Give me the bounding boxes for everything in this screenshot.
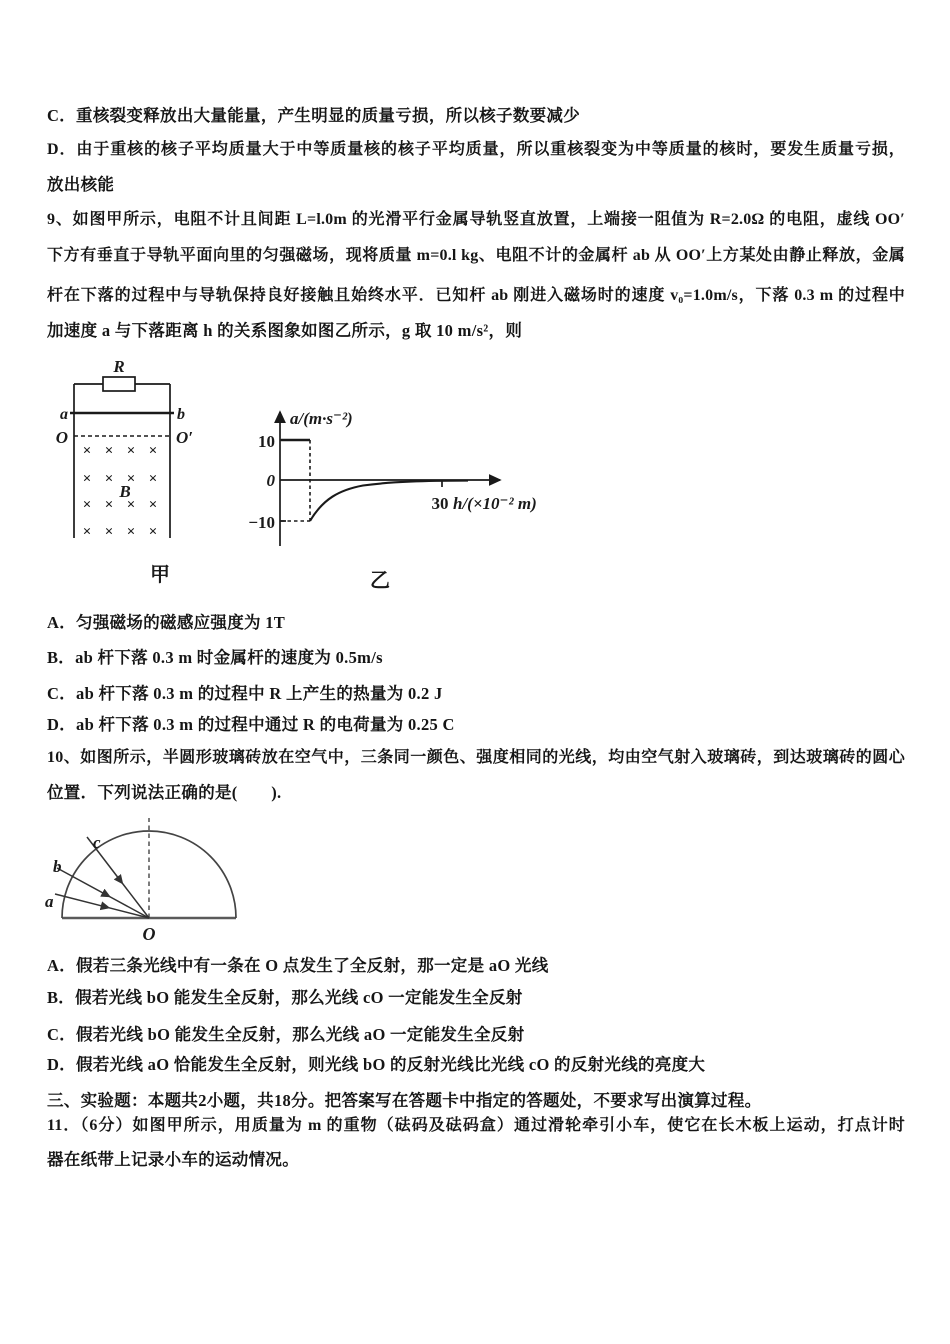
q8-option-d-line2: 放出核能 (47, 175, 115, 194)
q9-figure-svg (0, 350, 620, 600)
q10-option-c: C．假若光线 bO 能发生全反射，那么光线 aO 一定能发生全反射 (47, 1025, 525, 1044)
q9-figure (0, 350, 620, 600)
graph-axes (280, 412, 500, 546)
center-label-o: O (142, 924, 156, 944)
field-cross: × (148, 497, 158, 513)
q11-stem-line-1: 11．（6分）如图甲所示，用质量为 m 的重物（砝码及砝码盒）通过滑轮牵引小车，使它在长木板上运动，打点计时 (47, 1117, 905, 1134)
q9-option-c: C．ab 杆下落 0.3 m 的过程中 R 上产生的热量为 0.2 J (47, 684, 443, 703)
field-cross: × (82, 497, 92, 513)
q8-option-d-line1: D．由于重核的核子平均质量大于中等质量核的核子平均质量，所以重核裂变为中等质量的核时，要发生质量亏损， (47, 141, 905, 158)
q10-stem-line-2: 位置．下列说法正确的是( ). (47, 783, 282, 802)
resistor-symbol (103, 377, 135, 391)
q10-stem-line-1: 10、如图所示，半圆形玻璃砖放在空气中，三条同一颜色、强度相同的光线，均由空气射入玻璃砖，到达玻璃砖的圆心 (47, 749, 905, 766)
q9-option-b: B．ab 杆下落 0.3 m 时金属杆的速度为 0.5m/s (47, 648, 383, 667)
light-ray-b (57, 868, 149, 918)
field-label-b: B (119, 482, 131, 501)
field-cross: × (82, 471, 92, 487)
q9-stem-line-3: 杆在下落的过程中与导轨保持良好接触且始终水平．已知杆 ab 刚进入磁场时的速度 v₀=1.0m/s，下落 0.3 m 的过程中 (47, 287, 905, 304)
field-cross: × (104, 443, 114, 459)
field-cross: × (126, 443, 136, 459)
field-cross: × (148, 443, 158, 459)
resistor-label: R (113, 357, 125, 376)
rod-label-b: b (177, 406, 185, 423)
graph-tick-30: 30 (431, 494, 449, 513)
boundary-label-o-prime: O′ (176, 428, 194, 447)
q9-option-d: D．ab 杆下落 0.3 m 的过程中通过 R 的电荷量为 0.25 C (47, 715, 455, 734)
field-cross: × (82, 443, 92, 459)
graph-tick-neg10: −10 (248, 513, 275, 532)
field-cross: × (126, 471, 136, 487)
q10-figure-svg (0, 805, 330, 955)
q8-option-c: C．重核裂变释放出大量能量，产生明显的质量亏损，所以核子数要减少 (47, 106, 581, 125)
graph-tick-0: 0 (266, 471, 275, 490)
graph-tick-10: 10 (258, 432, 275, 451)
field-cross: × (104, 471, 114, 487)
ray-label-b: b (53, 857, 62, 876)
field-cross: × (148, 524, 158, 540)
rod-label-a: a (60, 406, 68, 423)
ray-label-c: c (93, 833, 101, 852)
q10-figure (0, 805, 330, 955)
q10-option-d: D．假若光线 aO 恰能发生全反射，则光线 bO 的反射光线比光线 cO 的反射光线的亮度大 (47, 1055, 706, 1074)
field-cross: × (126, 497, 136, 513)
q10-option-b: B．假若光线 bO 能发生全反射，那么光线 cO 一定能发生全反射 (47, 988, 523, 1007)
section-3-header: 三、实验题：本题共2小题，共18分。把答案写在答题卡中指定的答题处，不要求写出演算过程。 (47, 1091, 762, 1110)
circuit-caption: 甲 (150, 564, 170, 586)
graph-x-label: h/(×10⁻² m) (453, 494, 537, 513)
graph-y-label: a/(m·s⁻²) (290, 409, 353, 428)
boundary-label-o: O (55, 428, 68, 447)
ray-label-a: a (45, 892, 54, 911)
field-cross: × (148, 471, 158, 487)
field-cross: × (104, 497, 114, 513)
q9-stem-line-4: 加速度 a 与下落距离 h 的关系图象如图乙所示，g 取 10 m/s²，则 (47, 321, 523, 340)
q9-stem-line-2: 下方有垂直于导轨平面向里的匀强磁场，现将质量 m=0.l kg、电阻不计的金属杆 ab 从 OO′上方某处由静止释放，金属 (47, 247, 905, 264)
field-cross: × (104, 524, 114, 540)
q11-stem-line-2: 器在纸带上记录小车的运动情况。 (47, 1150, 299, 1169)
q9-option-a: A．匀强磁场的磁感应强度为 1T (47, 613, 286, 632)
q9-stem-line-1: 9、如图甲所示，电阻不计且间距 L=l.0m 的光滑平行金属导轨竖直放置，上端接一阻值为 R=2.0Ω 的电阻，虚线 OO′ (47, 211, 905, 228)
field-cross: × (82, 524, 92, 540)
field-cross: × (126, 524, 136, 540)
light-ray-a (55, 894, 149, 918)
q10-option-a: A．假若三条光线中有一条在 O 点发生了全反射，那一定是 aO 光线 (47, 956, 549, 975)
graph-caption: 乙 (370, 570, 390, 592)
